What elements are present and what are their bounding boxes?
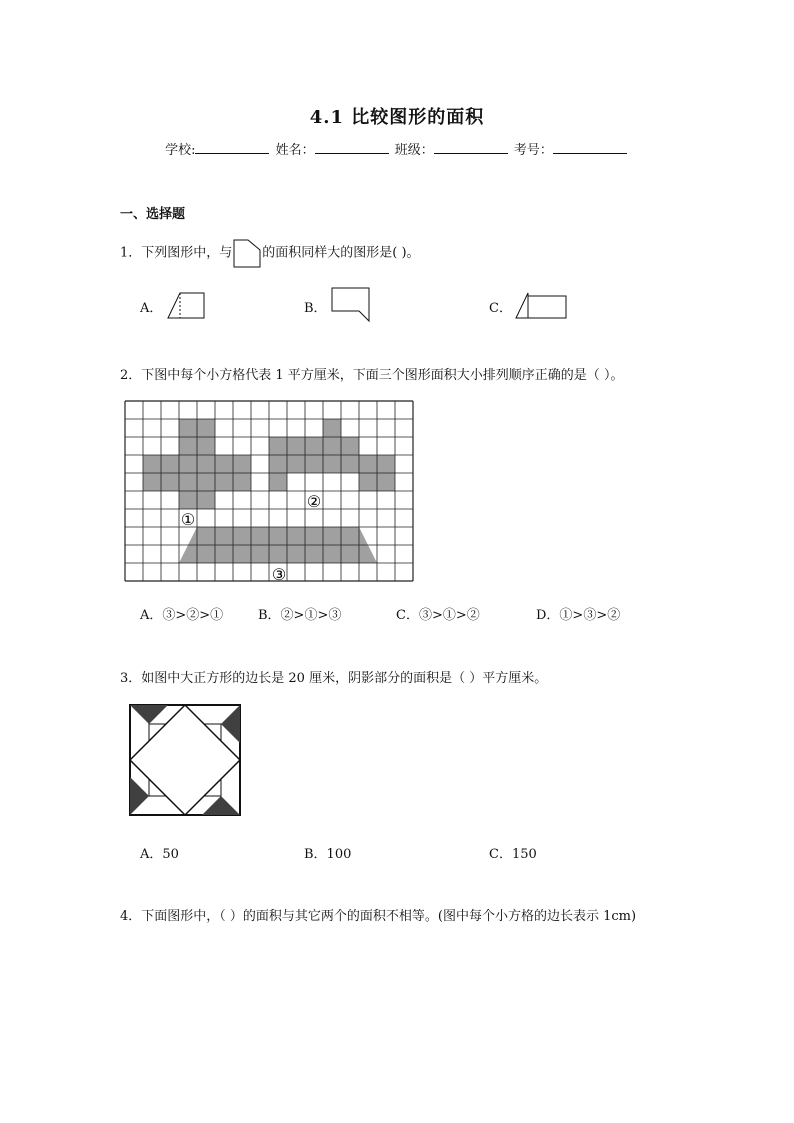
q1-option-c-figure [514, 292, 568, 320]
q1-option-a-label[interactable]: A． [140, 301, 163, 316]
grid-area-figure [124, 400, 416, 584]
q1-option-c-label[interactable]: C． [489, 301, 512, 316]
shaded-cell [179, 473, 197, 491]
shaded-cell [287, 437, 305, 455]
shaded-cell [197, 419, 215, 437]
q1-option-a-figure [166, 292, 206, 320]
q2-option-a[interactable]: A．③>②>① [140, 608, 224, 623]
shaded-cell [197, 437, 215, 455]
shaded-cell [341, 455, 359, 473]
reference-trapezoid-figure [232, 238, 262, 268]
shaded-cell [287, 455, 305, 473]
square-shading-figure [129, 704, 243, 818]
shaded-cell [377, 473, 395, 491]
shaded-cell [179, 491, 197, 509]
q2-option-d[interactable]: D．①>③>② [536, 608, 621, 623]
name-blank[interactable] [315, 141, 389, 154]
shaded-cell [233, 455, 251, 473]
question-1-prefix: 1．下列图形中，与 [120, 245, 233, 261]
shaded-cell [341, 437, 359, 455]
q3-option-b[interactable]: B．100 [304, 847, 352, 862]
name-label: 姓名： [275, 143, 315, 158]
shaded-cell [179, 437, 197, 455]
shaded-cell [197, 491, 215, 509]
shaded-cell [269, 455, 287, 473]
question-2: 2．下图中每个小方格代表 1 平方厘米，下面三个图形面积大小排列顺序正确的是（ ）。 [120, 368, 624, 383]
shaded-cell [305, 455, 323, 473]
section-heading: 一、选择题 [120, 207, 186, 222]
question-4: 4．下面图形中，（ ）的面积与其它两个的面积不相等。(图中每个小方格的边长表示 1cm) [120, 909, 637, 924]
shaded-cell [215, 455, 233, 473]
question-1-suffix: 的面积同样大的图形是( )。 [262, 245, 420, 261]
shaded-cell [377, 455, 395, 473]
shaded-cell [143, 473, 161, 491]
class-blank[interactable] [434, 141, 508, 154]
page-title: 4.1 比较图形的面积 [309, 107, 485, 128]
question-1 [120, 238, 420, 268]
shape-label-2: ② [306, 492, 322, 511]
shaded-cell [161, 455, 179, 473]
q3-option-c[interactable]: C．150 [489, 847, 537, 862]
class-label: 班级： [394, 143, 434, 158]
shaded-cell [179, 419, 197, 437]
question-3: 3．如图中大正方形的边长是 20 厘米，阴影部分的面积是（ ）平方厘米。 [120, 671, 548, 686]
shaded-cell [359, 473, 377, 491]
shaded-cell [323, 455, 341, 473]
shaded-cell [143, 455, 161, 473]
shaded-cell [359, 455, 377, 473]
shaded-cell [215, 473, 233, 491]
exam-blank[interactable] [553, 141, 627, 154]
school-blank[interactable] [195, 141, 269, 154]
shaded-cell [161, 473, 179, 491]
q2-option-c[interactable]: C．③>①>② [396, 608, 480, 623]
q1-option-b-label[interactable]: B． [304, 301, 327, 316]
exam-label: 考号： [513, 143, 553, 158]
q3-option-a[interactable]: A．50 [140, 847, 179, 862]
q2-option-b[interactable]: B．②>①>③ [258, 608, 342, 623]
school-label: 学校: [165, 143, 196, 158]
shaded-cell [305, 437, 323, 455]
shaded-cell [323, 437, 341, 455]
shaded-cell [269, 473, 287, 491]
shape-label-3: ③ [271, 565, 287, 584]
shaded-cell [269, 437, 287, 455]
shape-label-1: ① [180, 510, 196, 529]
student-info-line [0, 139, 794, 158]
q1-option-b-figure [331, 287, 371, 323]
shaded-cell [197, 455, 215, 473]
shaded-cell [179, 455, 197, 473]
shaded-cell [233, 473, 251, 491]
shaded-cell [323, 419, 341, 437]
shaded-cell [197, 473, 215, 491]
